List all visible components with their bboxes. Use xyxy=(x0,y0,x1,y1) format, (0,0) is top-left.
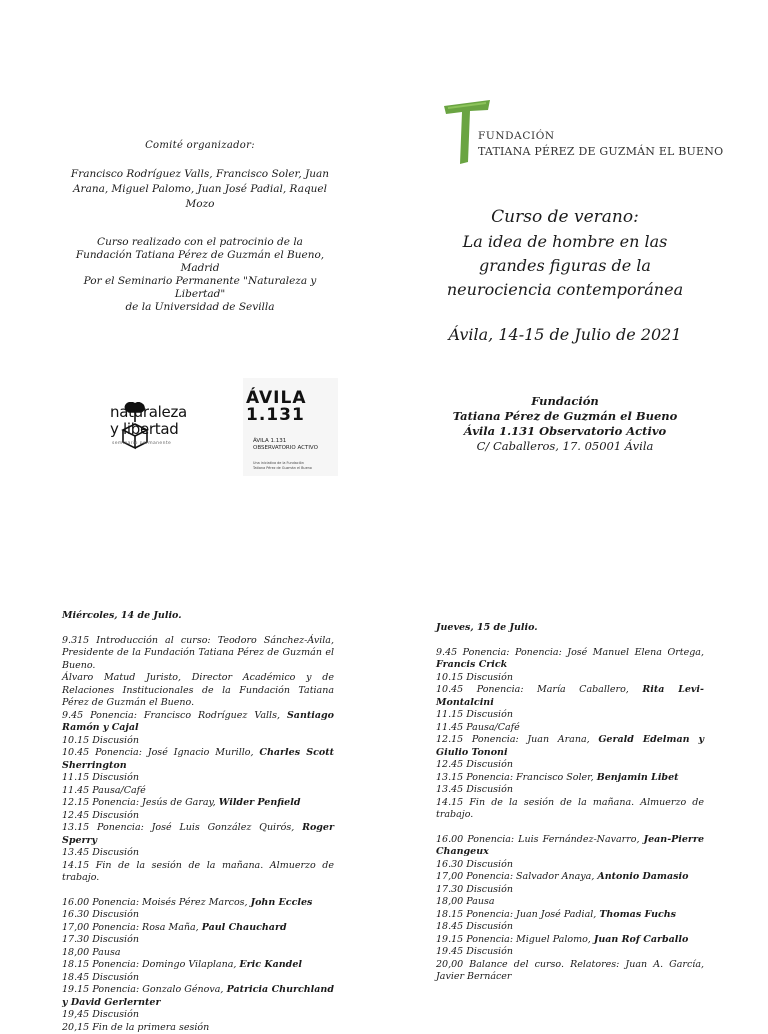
program-entry-text: 19,45 Discusión xyxy=(62,1009,139,1020)
course-title: Curso de verano: xyxy=(430,206,700,229)
program-entry-text: 13.45 Discusión xyxy=(62,847,139,858)
program-entry xyxy=(62,747,334,772)
program-entry-scientist: Francis Crick xyxy=(436,659,507,670)
program-entry-text: 19.15 Ponencia: Gonzalo Génova, xyxy=(62,984,227,995)
course-subtitle xyxy=(430,230,700,302)
sponsorship-line: Libertad" xyxy=(62,288,338,301)
program-entry-scientist: John Eccles xyxy=(251,897,313,908)
venue-line: C/ Caballeros, 17. 05001 Ávila xyxy=(430,439,700,454)
program-entry xyxy=(62,810,334,823)
program-entry-text: 9.315 Introducción al curso: Teodoro Sánchez-Ávila, Presidente de la Fundación Tatiana Pérez de Guzmán el Bueno. xyxy=(62,635,334,671)
sponsorship-line: Por el Seminario Permanente "Naturaleza y xyxy=(62,275,338,288)
program-entry-text: 13.15 Ponencia: Francisco Soler, xyxy=(436,772,597,783)
program-entry-text: 11.45 Pausa/Café xyxy=(436,722,520,733)
program-entry xyxy=(62,984,334,1009)
program-entry-scientist: Santiago Ramón y Cajal xyxy=(62,710,334,734)
program-entry xyxy=(62,797,334,810)
program-entry-text: 9.45 Ponencia: Francisco Rodríguez Valls, xyxy=(62,710,287,721)
avila-logo-line: 1.131 xyxy=(246,407,306,424)
program-entry xyxy=(62,735,334,748)
program-entry-text: 17.30 Discusión xyxy=(62,934,139,945)
course-subtitle-line: neurociencia contemporánea xyxy=(430,278,700,302)
program-entry-text: 13.45 Discusión xyxy=(436,784,513,795)
program-entry xyxy=(436,834,704,859)
program-entry-text: 20,15 Fin de la primera sesión xyxy=(62,1022,209,1033)
program-items xyxy=(62,635,334,1034)
fundacion-logo-line: FUNDACIÓN xyxy=(478,130,555,142)
program-entry-text: 14.15 Fin de la sesión de la mañana. Almuerzo de trabajo. xyxy=(436,797,704,821)
venue-line: Tatiana Pérez de Guzmán el Bueno xyxy=(430,409,700,424)
sponsorship-line: Madrid xyxy=(62,262,338,275)
program-entry-text: 18.45 Discusión xyxy=(62,972,139,983)
sponsorship-line: Fundación Tatiana Pérez de Guzmán el Bueno, xyxy=(62,249,338,262)
program-entry-scientist: Paul Chauchard xyxy=(202,922,287,933)
program-entry-text: 12.15 Ponencia: Juan Arana, xyxy=(436,734,598,745)
program-entry xyxy=(436,896,704,909)
program-entry-text: 16.30 Discusión xyxy=(62,909,139,920)
avila-footnote-line: Una iniciativa de la Fundación xyxy=(253,461,337,466)
program-entry-text: 19.15 Ponencia: Miguel Palomo, xyxy=(436,934,594,945)
program-entry xyxy=(62,934,334,947)
program-entry-scientist: Patricia Churchland y David Gerlernter xyxy=(62,984,334,1008)
program-entry xyxy=(62,1009,334,1022)
program-entry xyxy=(62,785,334,798)
nyl-logo-line: y libertad xyxy=(110,421,187,438)
program-entry-text: 13.15 Ponencia: José Luis González Quirós, xyxy=(62,822,302,833)
program-entry-text: 18.15 Ponencia: Juan José Padial, xyxy=(436,909,599,920)
program-entry-text: Álvaro Matud Juristo, Director Académico y de Relaciones Institucionales de la Fundación Tatiana Pérez de Guzmán el Bueno. xyxy=(62,672,334,708)
program-entry xyxy=(62,947,334,960)
avila-caption-line: ÁVILA 1.131 xyxy=(253,438,318,445)
program-spacer xyxy=(436,822,704,834)
program-entry-text: 10.45 Ponencia: María Caballero, xyxy=(436,684,642,695)
program-entry-scientist: Charles Scott Sherrington xyxy=(62,747,334,771)
program-entry xyxy=(436,959,704,984)
program-entry-scientist: Eric Kandel xyxy=(239,959,302,970)
program-entry-text: 19.45 Discusión xyxy=(436,946,513,957)
program-entry xyxy=(62,822,334,847)
program-entry xyxy=(436,871,704,884)
program-entry xyxy=(62,635,334,673)
program-entry-scientist: Roger Sperry xyxy=(62,822,334,846)
program-entry xyxy=(436,909,704,922)
program-entry-text: 18,00 Pausa xyxy=(436,896,495,907)
sponsorship-text xyxy=(62,236,338,314)
program-entry-text: 18.45 Discusión xyxy=(436,921,513,932)
program-entry-scientist: Gerald Edelman y Giulio Tononi xyxy=(436,734,704,758)
program-entry xyxy=(436,647,704,672)
program-entry xyxy=(62,897,334,910)
program-entry-text: 14.15 Fin de la sesión de la mañana. Almuerzo de trabajo. xyxy=(62,860,334,884)
program-entry-scientist: Benjamin Libet xyxy=(597,772,679,783)
comite-title: Comité organizador: xyxy=(60,140,340,151)
program-entry-scientist: Rita Levi-Montalcini xyxy=(436,684,704,708)
program-entry-text: 17,00 Ponencia: Salvador Anaya, xyxy=(436,871,597,882)
program-spacer xyxy=(62,885,334,897)
program-entry xyxy=(62,847,334,860)
program-entry xyxy=(436,946,704,959)
program-entry-text: 18,00 Pausa xyxy=(62,947,121,958)
avila-caption-line: OBSERVATORIO ACTIVO xyxy=(253,445,318,452)
program-entry-scientist: Jean-Pierre Changeux xyxy=(436,834,704,858)
program-entry-text: 17.30 Discusión xyxy=(436,884,513,895)
course-subtitle-line: grandes figuras de la xyxy=(430,254,700,278)
program-entry xyxy=(436,772,704,785)
program-entry-text: 12.45 Discusión xyxy=(62,810,139,821)
avila-footnote-line: Tatiana Pérez de Guzmán el Bueno xyxy=(253,466,337,471)
program-entry-text: 20,00 Balance del curso. Relatores: Juan A. García, Javier Bernácer xyxy=(436,959,704,983)
program-entry-scientist: Juan Rof Carballo xyxy=(594,934,688,945)
program-entry-text: 16.00 Ponencia: Moisés Pérez Marcos, xyxy=(62,897,251,908)
comite-members: Francisco Rodríguez Valls, Francisco Soler, Juan Arana, Miguel Palomo, Juan José Padial, Raquel Mozo xyxy=(60,167,340,212)
program-entry xyxy=(436,734,704,759)
program-entry-text: 11.45 Pausa/Café xyxy=(62,785,146,796)
program-entry xyxy=(436,672,704,685)
program-entry xyxy=(62,672,334,710)
program-entry-scientist: Antonio Damasio xyxy=(597,871,688,882)
program-entry-scientist: Wilder Penfield xyxy=(219,797,301,808)
program-entry xyxy=(62,772,334,785)
program-day-heading: Jueves, 15 de Julio. xyxy=(436,622,704,635)
program-entry xyxy=(62,922,334,935)
program-entry xyxy=(62,860,334,885)
program-entry xyxy=(62,1022,334,1034)
program-entry xyxy=(436,722,704,735)
program-entry xyxy=(62,972,334,985)
venue-line: Fundación xyxy=(430,394,700,409)
fundacion-logo-line: TATIANA PÉREZ DE GUZMÁN EL BUENO xyxy=(478,145,723,158)
program-entry xyxy=(436,859,704,872)
nyl-logo-subtitle: seminario permanente xyxy=(112,441,171,446)
avila-logo-footnote xyxy=(253,461,337,470)
program-entry xyxy=(436,709,704,722)
program-entry xyxy=(436,784,704,797)
program-entry xyxy=(436,884,704,897)
avila-logo-caption xyxy=(253,438,318,452)
program-entry xyxy=(436,684,704,709)
program-entry-text: 18.15 Ponencia: Domingo Vilaplana, xyxy=(62,959,239,970)
avila-logo-line: ÁVILA xyxy=(246,390,306,407)
venue-block xyxy=(430,394,700,454)
program-entry xyxy=(436,797,704,822)
course-date: Ávila, 14-15 de Julio de 2021 xyxy=(430,325,700,344)
venue-line: Ávila 1.131 Observatorio Activo xyxy=(430,424,700,439)
avila-logo-wordmark xyxy=(246,390,306,424)
program-entry xyxy=(62,959,334,972)
program-entry xyxy=(436,934,704,947)
program-entry-text: 16.30 Discusión xyxy=(436,859,513,870)
nyl-logo-line: naturaleza xyxy=(110,404,187,421)
program-entry xyxy=(436,921,704,934)
sponsorship-line: de la Universidad de Sevilla xyxy=(62,301,338,314)
program-day-1 xyxy=(62,610,334,1034)
course-subtitle-line: La idea de hombre en las xyxy=(430,230,700,254)
program-entry xyxy=(62,909,334,922)
program-day-2 xyxy=(436,622,704,984)
program-entry-text: 17,00 Ponencia: Rosa Maña, xyxy=(62,922,202,933)
program-items xyxy=(436,647,704,984)
program-entry-text: 10.15 Discusión xyxy=(436,672,513,683)
program-day-heading: Miércoles, 14 de Julio. xyxy=(62,610,334,623)
program-entry-text: 11.15 Discusión xyxy=(436,709,513,720)
program-entry-text: 11.15 Discusión xyxy=(62,772,139,783)
sponsorship-line: Curso realizado con el patrocinio de la xyxy=(62,236,338,249)
program-entry-text: 10.45 Ponencia: José Ignacio Murillo, xyxy=(62,747,259,758)
program-entry xyxy=(62,710,334,735)
program-entry-text: 12.15 Ponencia: Jesús de Garay, xyxy=(62,797,219,808)
program-entry-text: 16.00 Ponencia: Luis Fernández-Navarro, xyxy=(436,834,644,845)
program-entry-text: 10.15 Discusión xyxy=(62,735,139,746)
nyl-logo-text xyxy=(110,404,187,438)
program-entry xyxy=(436,759,704,772)
program-entry-scientist: Thomas Fuchs xyxy=(599,909,676,920)
program-entry-text: 12.45 Discusión xyxy=(436,759,513,770)
program-entry-text: 9.45 Ponencia: Ponencia: José Manuel Elena Ortega, xyxy=(436,647,704,658)
